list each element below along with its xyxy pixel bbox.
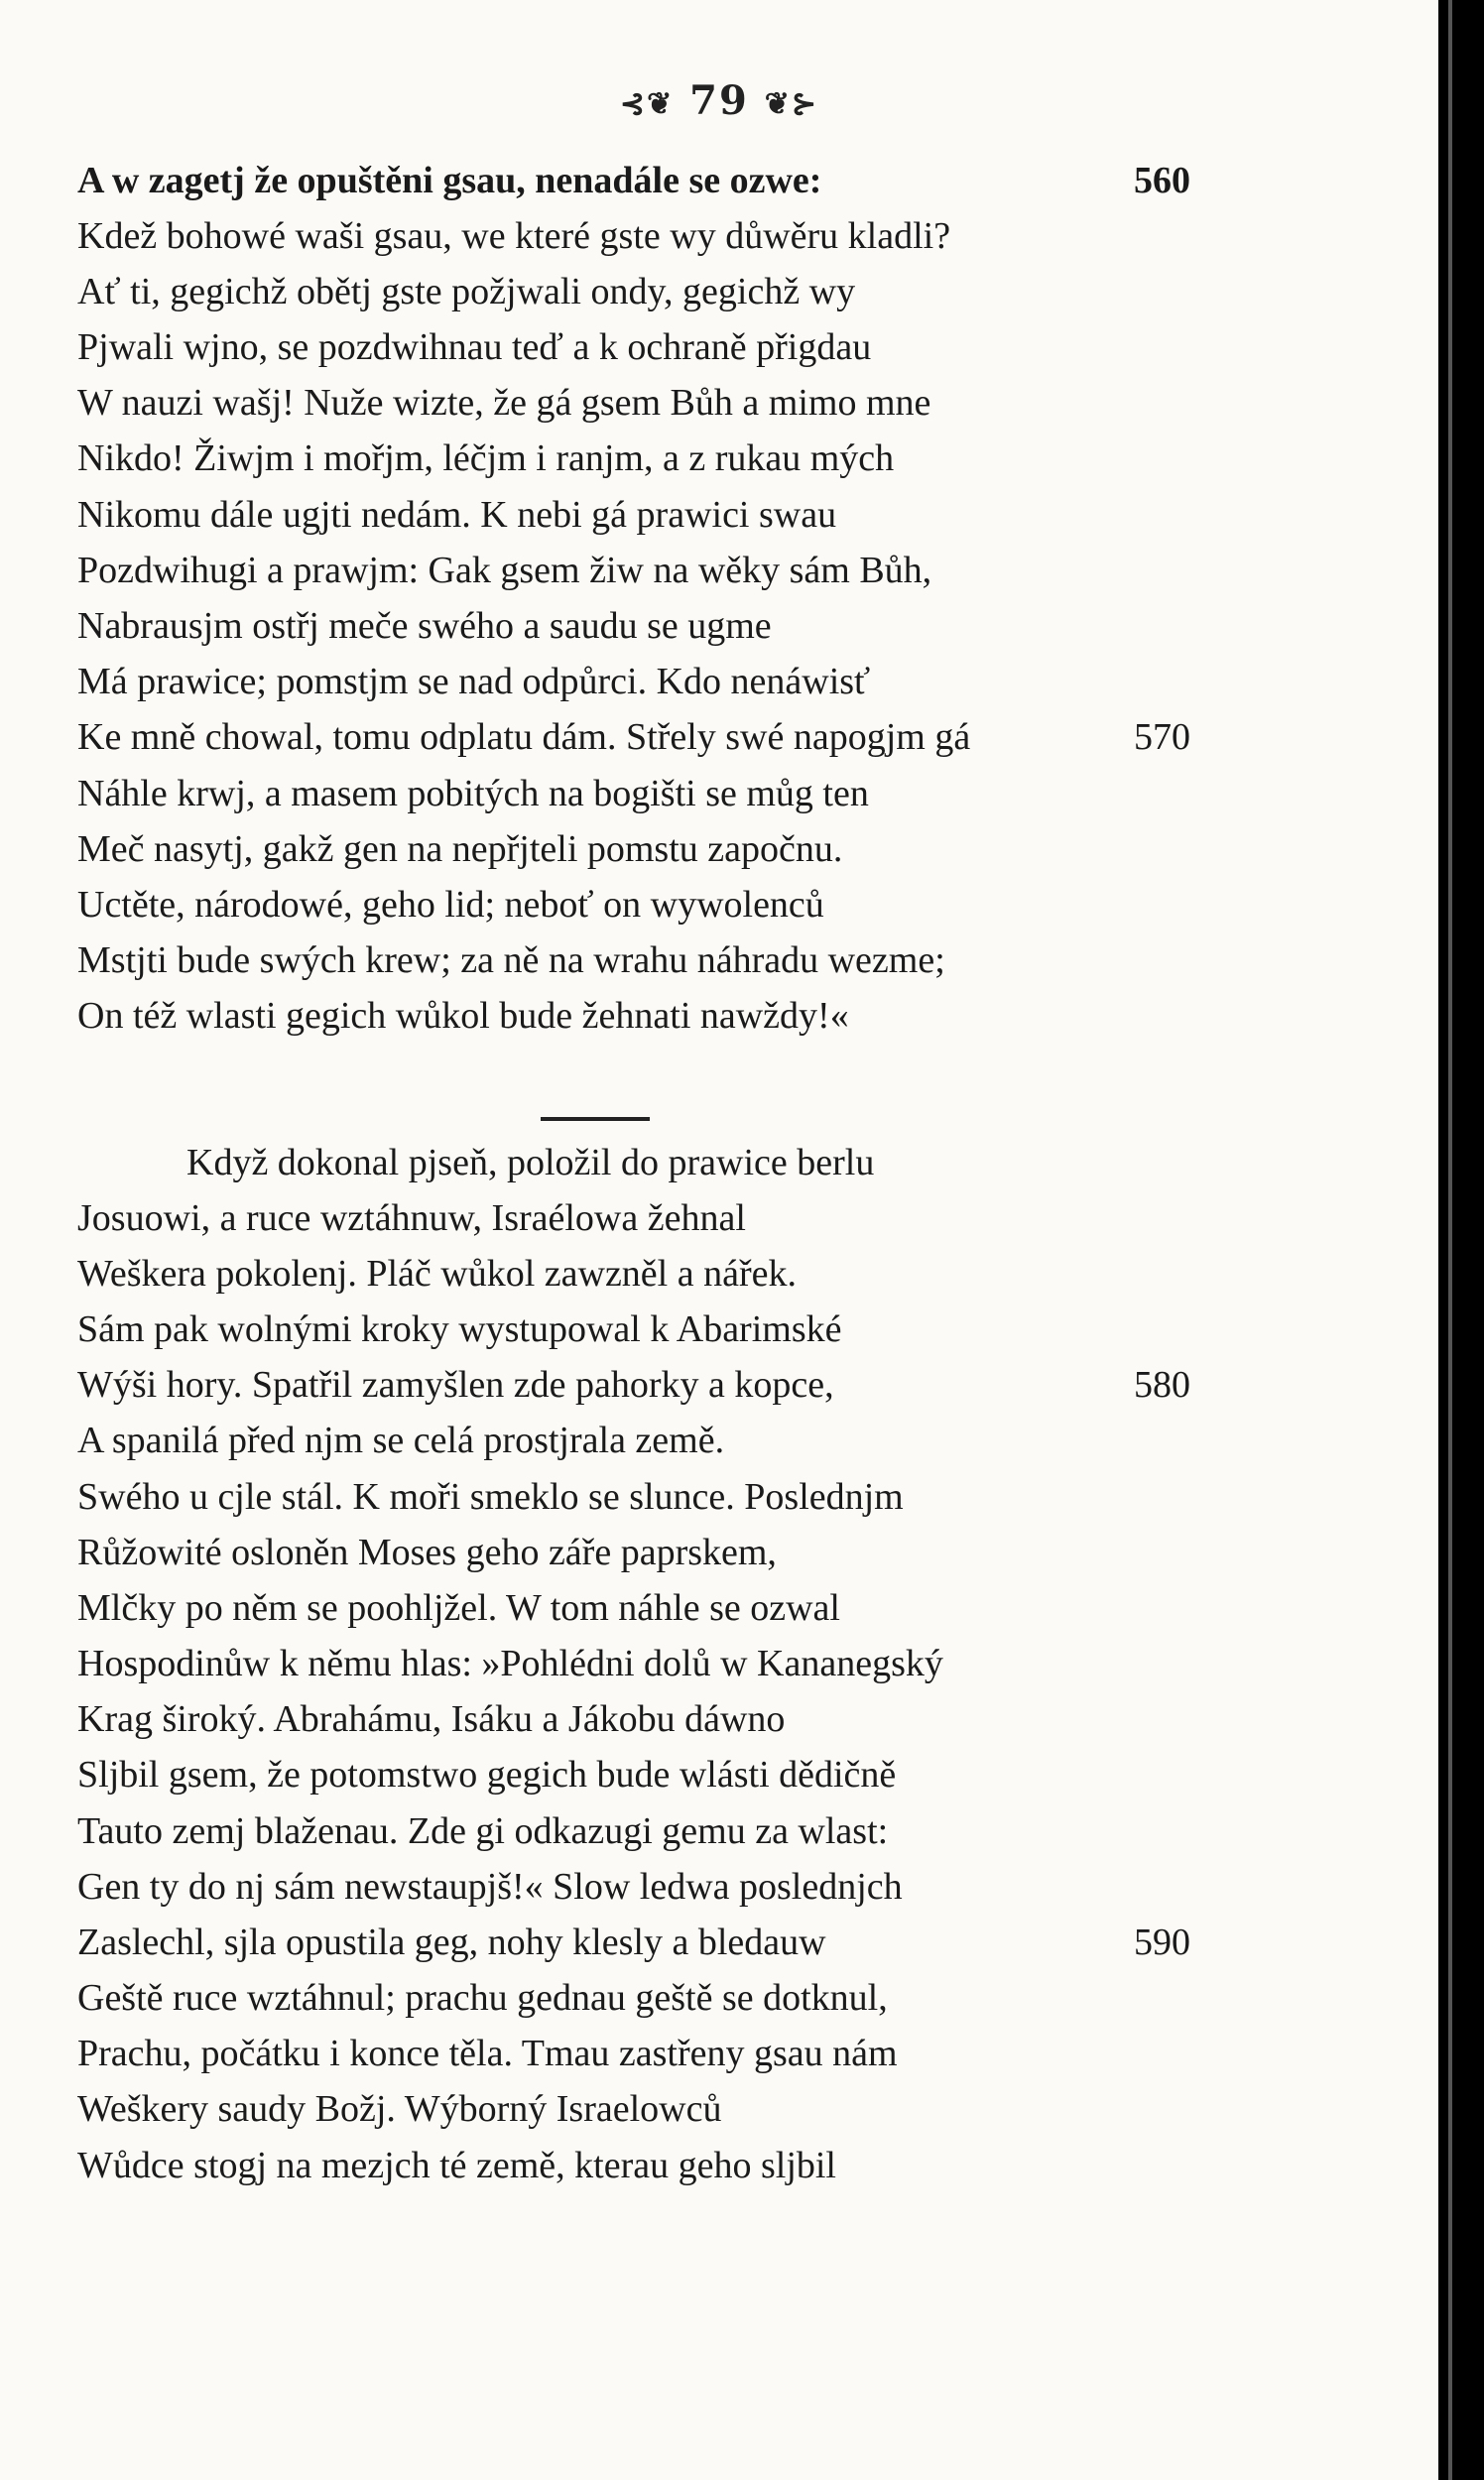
verse-line: Ať ti, gegichž obětj gste požjwali ondy, gegichž wy — [77, 271, 856, 312]
verse-line: W nauzi wašj! Nuže wizte, že gá gsem Bůh a mimo mne — [77, 382, 931, 424]
verse-line: Meč nasytj, gakž gen na nepřjteli pomstu započnu. — [77, 828, 843, 870]
line-number: 570 — [1134, 716, 1190, 758]
verse-line: Wýši hory. Spatřil zamyšlen zde pahorky a kopce, — [77, 1364, 834, 1406]
verse-line: A w zagetj že opuštěni gsau, nenadále se ozwe: — [77, 160, 822, 201]
verse-line: Sám pak wolnými kroky wystupowal k Abarimské — [77, 1308, 842, 1350]
verse-line: Růžowité osloněn Moses geho záře paprskem, — [77, 1532, 777, 1573]
verse-line: Weškery saudy Božj. Wýborný Israelowců — [77, 2088, 722, 2130]
page-header — [0, 77, 1438, 124]
verse-line: Tauto zemj blaženau. Zde gi odkazugi gemu za wlast: — [77, 1810, 889, 1852]
right-ornament: ❦⊱ — [764, 86, 819, 122]
verse-line: Gen ty do nj sám newstaupjš!« Slow ledwa poslednjch — [77, 1866, 903, 1908]
verse-line: Ke mně chowal, tomu odplatu dám. Střely swé napogjm gá — [77, 716, 971, 758]
line-number: 560 — [1134, 160, 1190, 201]
verse-line: Pozdwihugi a prawjm: Gak gsem žiw na wěky sám Bůh, — [77, 550, 932, 591]
verse-line: Mstjti bude swých krew; za ně na wrahu náhradu wezme; — [77, 939, 945, 981]
verse-line: Náhle krwj, a masem pobitých na bogišti se můg ten — [77, 773, 869, 814]
verse-line: Má prawice; pomstjm se nad odpůrci. Kdo nenáwisť — [77, 661, 871, 702]
verse-line: Weškera pokolenj. Pláč wůkol zawzněl a nářek. — [77, 1253, 797, 1295]
book-edge-line — [1448, 0, 1452, 2480]
page-number: 79 — [689, 77, 749, 124]
verse-line: Hospodinůw k němu hlas: »Pohlédni dolů w Kananegský — [77, 1643, 943, 1684]
verse-line: Nabrausjm ostřj meče swého a saudu se ugme — [77, 605, 772, 647]
verse-line: Kdež bohowé waši gsau, we které gste wy důwěru kladli? — [77, 215, 951, 257]
verse-line: Sljbil gsem, že potomstwo gegich bude wlásti dědičně — [77, 1754, 897, 1796]
verse-line: Geště ruce wztáhnul; prachu gednau geště se dotknul, — [77, 1977, 888, 2019]
verse-line: Josuowi, a ruce wztáhnuw, Israélowa žehnal — [77, 1197, 746, 1239]
verse-line: Pjwali wjno, se pozdwihnau teď a k ochraně přigdau — [77, 326, 872, 368]
verse-line: Když dokonal pjseň, položil do prawice berlu — [186, 1142, 875, 1183]
verse-line: Wůdce stogj na mezjch té země, kterau geho sljbil — [77, 2145, 836, 2186]
verse-line: Swého u cjle stál. K moři smeklo se slunce. Poslednjm — [77, 1476, 904, 1518]
line-number: 580 — [1134, 1364, 1190, 1406]
left-ornament: ⊰❦ — [619, 86, 675, 122]
verse-line: Krag široký. Abrahámu, Isáku a Jákobu dáwno — [77, 1698, 786, 1740]
verse-line: On též wlasti gegich wůkol bude žehnati nawždy!« — [77, 995, 849, 1037]
verse-line: Nikdo! Žiwjm i mořjm, léčjm i ranjm, a z rukau mých — [77, 437, 895, 479]
verse-line: Uctěte, národowé, geho lid; neboť on wywolenců — [77, 884, 824, 926]
verse-line: Prachu, počátku i konce těla. Tmau zastřeny gsau nám — [77, 2033, 898, 2074]
verse-line: Mlčky po něm se poohljžel. W tom náhle se ozwal — [77, 1587, 840, 1629]
line-number: 590 — [1134, 1922, 1190, 1963]
verse-line: Nikomu dále ugjti nedám. K nebi gá prawici swau — [77, 494, 837, 536]
book-edge — [1438, 0, 1484, 2480]
verse-line: Zaslechl, sjla opustila geg, nohy klesly a bledauw — [77, 1922, 826, 1963]
section-divider — [541, 1117, 650, 1121]
verse-line: A spanilá před njm se celá prostjrala země. — [77, 1420, 725, 1461]
